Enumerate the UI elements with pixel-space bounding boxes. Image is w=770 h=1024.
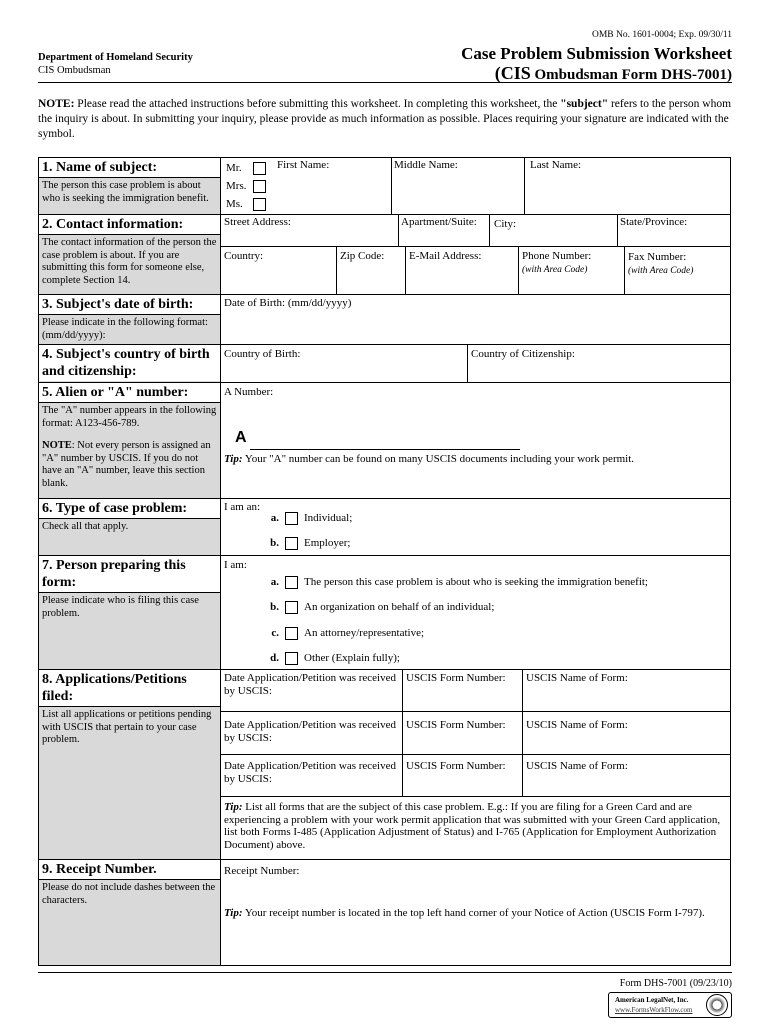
section-7 xyxy=(39,556,220,622)
fax-sub-label: (with Area Code) xyxy=(628,266,694,276)
preparer-other-label: Other (Explain fully); xyxy=(304,652,400,665)
note-label: NOTE: xyxy=(38,98,75,110)
phone-sub-label: (with Area Code) xyxy=(522,265,588,275)
street-address-label: Street Address: xyxy=(224,216,291,228)
option-b-letter: b. xyxy=(270,601,279,614)
section-3 xyxy=(39,295,220,344)
section-2-desc: The contact information of the person the case problem is about. If you are submitting this form for someone else, complete Section 14. xyxy=(42,237,217,286)
section-9-tip-label: Tip: xyxy=(224,907,243,919)
section-5-tip-text: Your "A" number can be found on many USCIS documents including your work permit. xyxy=(242,453,635,465)
app-date-label-1: Date Application/Petition was received by USCIS: xyxy=(224,672,396,697)
zip-code-label: Zip Code: xyxy=(340,250,385,262)
employer-option[interactable] xyxy=(265,537,350,550)
section-8-tip-text: List all forms that are the subject of this case problem. E.g.: If you are filing for a Green Card and are experiencing a problem with your work permit application that was submitted with your Green Card application, list both Forms I-485 (Application Adjustment of Status) and I-765 (Application for Employment Authorization Document) above. xyxy=(224,801,721,851)
section-9-tip-text: Your receipt number is located in the top left hand corner of your Notice of Action (USCIS Form I-797). xyxy=(242,907,705,919)
section-2 xyxy=(39,215,220,289)
divider xyxy=(405,246,406,294)
preparer-organization-checkbox[interactable] xyxy=(285,601,298,614)
employer-label: Employer; xyxy=(304,537,351,550)
form-number-label-2: USCIS Form Number: xyxy=(406,719,506,731)
apartment-label: Apartment/Suite: xyxy=(401,216,477,228)
section-9-desc: Please do not include dashes between the characters. xyxy=(42,882,216,906)
employer-checkbox[interactable] xyxy=(285,537,298,550)
footer-rule xyxy=(38,972,732,973)
i-am-an-label: I am an: xyxy=(224,501,261,513)
note-paragraph xyxy=(38,97,732,142)
option-d-letter: d. xyxy=(270,652,279,665)
section-5-note-text: : Not every person is assigned an "A" number by USCIS. If you do not have an "A" number, leave this section blank. xyxy=(42,440,211,489)
option-a-letter: a. xyxy=(270,576,279,589)
form-number-label-1: USCIS Form Number: xyxy=(406,672,506,684)
country-label: Country: xyxy=(224,250,264,262)
middle-name-label: Middle Name: xyxy=(394,159,458,171)
section-9-title: 9. Receipt Number. xyxy=(39,860,220,880)
section-5-note-label: NOTE xyxy=(42,440,72,451)
form-name-label-1: USCIS Name of Form: xyxy=(526,672,628,684)
dob-label: Date of Birth: (mm/dd/yyyy) xyxy=(224,297,352,309)
section-3-title: 3. Subject's date of birth: xyxy=(39,295,220,315)
individual-label: Individual; xyxy=(304,512,353,525)
note-subject: "subject" xyxy=(560,98,609,110)
individual-option[interactable] xyxy=(265,512,352,525)
divider xyxy=(220,711,730,712)
note-text-2: refers to the person whom the inquiry is about. In submitting your inquiry, please provide as much information as possible. Places requiring your signature are indicated with the symbol. xyxy=(38,98,732,140)
office-name: CIS Ombudsman xyxy=(38,65,111,76)
fax-label: Fax Number: xyxy=(628,251,687,263)
preparer-attorney-label: An attorney/representative; xyxy=(304,627,425,640)
section-6 xyxy=(39,499,220,536)
phone-label: Phone Number: xyxy=(522,250,592,262)
section-8-tip-label: Tip: xyxy=(224,801,243,813)
divider xyxy=(402,669,403,796)
worksheet-form xyxy=(38,157,731,966)
divider xyxy=(220,796,730,797)
header-rule xyxy=(38,82,732,83)
form-name-label-3: USCIS Name of Form: xyxy=(526,760,628,772)
section-1 xyxy=(39,158,220,214)
legalnet-logo-icon xyxy=(706,994,728,1016)
divider xyxy=(336,246,337,294)
section-4 xyxy=(39,345,220,381)
section-3-desc: Please indicate in the following format: (mm/dd/yyyy): xyxy=(42,317,208,341)
divider xyxy=(489,214,490,246)
section-6-title: 6. Type of case problem: xyxy=(39,499,220,519)
first-name-label: First Name: xyxy=(277,159,330,171)
option-a-letter: a. xyxy=(270,512,279,525)
section-1-desc: The person this case problem is about who is seeking the immigration benefit. xyxy=(42,180,209,204)
section-8 xyxy=(39,670,220,749)
section-9 xyxy=(39,860,220,909)
state-label: State/Province: xyxy=(620,216,688,228)
option-b-letter: b. xyxy=(270,537,279,550)
preparer-organization-option[interactable] xyxy=(265,601,494,614)
form-subtitle-cis: (CIS xyxy=(494,63,531,83)
a-number-input-line[interactable] xyxy=(250,449,520,450)
receipt-number-label: Receipt Number: xyxy=(224,865,300,877)
badge-brand: American LegalNet, Inc. xyxy=(615,996,689,1004)
note-text-1: Please read the attached instructions before submitting this worksheet. In completing this worksheet, the xyxy=(74,98,561,110)
preparer-other-checkbox[interactable] xyxy=(285,652,298,665)
divider xyxy=(398,214,399,246)
last-name-label: Last Name: xyxy=(530,159,582,171)
divider xyxy=(524,158,525,214)
country-of-citizenship-label: Country of Citizenship: xyxy=(471,348,575,360)
divider xyxy=(624,246,625,294)
preparer-other-option[interactable] xyxy=(265,652,400,665)
form-footer: Form DHS-7001 (09/23/10) xyxy=(619,978,732,989)
divider xyxy=(391,158,392,214)
preparer-self-checkbox[interactable] xyxy=(285,576,298,589)
department-name: Department of Homeland Security xyxy=(38,52,193,63)
mr-option[interactable] xyxy=(226,162,242,175)
section-5-desc: The "A" number appears in the following format: A123-456-789. xyxy=(42,405,217,429)
preparer-self-label: The person this case problem is about who is seeking the immigration benefit; xyxy=(304,576,648,589)
divider xyxy=(220,754,730,755)
mrs-checkbox[interactable] xyxy=(253,180,266,193)
email-label: E-Mail Address: xyxy=(409,250,482,262)
divider xyxy=(522,669,523,796)
section-1-title: 1. Name of subject: xyxy=(39,158,220,178)
preparer-attorney-option[interactable] xyxy=(265,627,424,640)
section-5 xyxy=(39,383,220,492)
form-subtitle-rest: Ombudsman Form DHS-7001) xyxy=(534,67,732,83)
form-name-label-2: USCIS Name of Form: xyxy=(526,719,628,731)
app-date-label-3: Date Application/Petition was received by USCIS: xyxy=(224,760,396,785)
mr-checkbox[interactable] xyxy=(253,162,266,175)
mrs-label: Mrs. xyxy=(226,180,247,192)
individual-checkbox[interactable] xyxy=(285,512,298,525)
ms-label: Ms. xyxy=(226,198,243,210)
country-of-birth-label: Country of Birth: xyxy=(224,348,301,360)
section-4-title: 4. Subject's country of birth and citizenship: xyxy=(39,345,220,381)
section-2-title: 2. Contact information: xyxy=(39,215,220,235)
app-date-label-2: Date Application/Petition was received by USCIS: xyxy=(224,719,396,744)
section-5-tip-label: Tip: xyxy=(224,453,243,465)
section-6-desc: Check all that apply. xyxy=(42,521,129,532)
legalnet-badge[interactable] xyxy=(608,992,732,1018)
section-5-title: 5. Alien or "A" number: xyxy=(39,383,220,403)
section-8-desc: List all applications or petitions pending with USCIS that pertain to your case problem. xyxy=(42,709,212,745)
form-number-label-3: USCIS Form Number: xyxy=(406,760,506,772)
section-8-title: 8. Applications/Petitions filed: xyxy=(39,670,220,707)
ms-option[interactable] xyxy=(226,198,243,211)
preparer-attorney-checkbox[interactable] xyxy=(285,627,298,640)
form-subtitle xyxy=(495,63,732,84)
section-5-tip xyxy=(224,453,644,466)
divider xyxy=(518,246,519,294)
preparer-organization-label: An organization on behalf of an individual; xyxy=(304,601,495,614)
divider xyxy=(467,344,468,382)
mrs-option[interactable] xyxy=(226,180,246,193)
section-9-tip xyxy=(224,904,714,922)
section-7-desc: Please indicate who is filing this case problem. xyxy=(42,595,199,619)
mr-label: Mr. xyxy=(226,162,242,174)
divider xyxy=(220,246,730,247)
section-8-tip xyxy=(224,801,724,851)
ms-checkbox[interactable] xyxy=(253,198,266,211)
section-7-title: 7. Person preparing this form: xyxy=(39,556,220,593)
form-title: Case Problem Submission Worksheet xyxy=(461,44,732,63)
i-am-label: I am: xyxy=(224,559,247,571)
divider xyxy=(617,214,618,246)
preparer-self-option[interactable] xyxy=(265,576,648,589)
omb-number: OMB No. 1601-0004; Exp. 09/30/11 xyxy=(591,30,732,40)
a-number-label: A Number: xyxy=(224,386,274,398)
city-label: City: xyxy=(494,218,517,230)
badge-url[interactable]: www.FormsWorkFlow.com xyxy=(615,1006,693,1014)
option-c-letter: c. xyxy=(271,627,279,640)
a-number-prefix: A xyxy=(235,429,247,446)
column-divider xyxy=(220,158,221,965)
section-5-note xyxy=(39,432,220,492)
